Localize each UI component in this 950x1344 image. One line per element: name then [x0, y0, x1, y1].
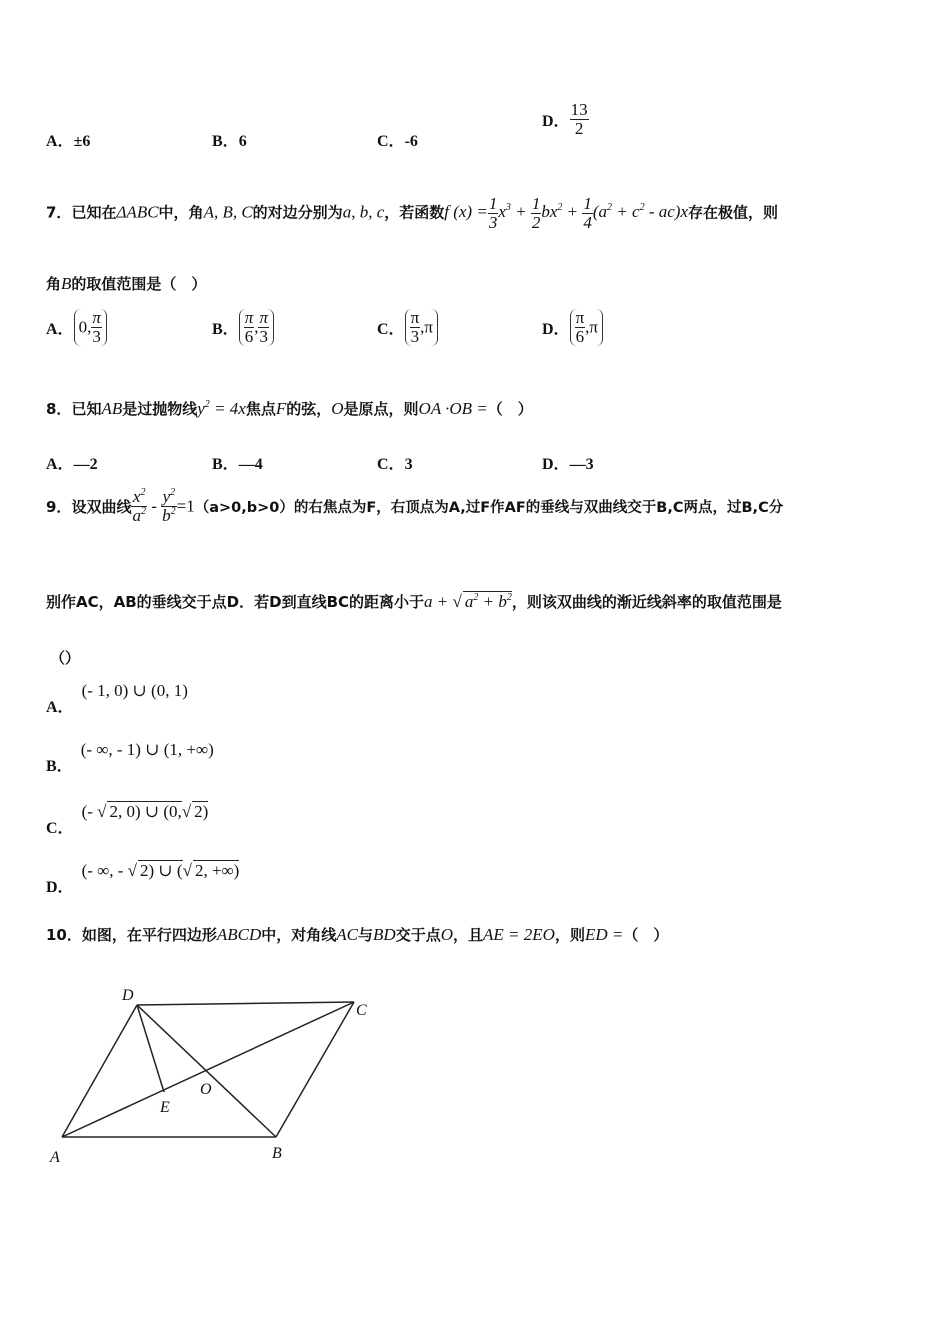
- label-d: D: [122, 987, 134, 1004]
- option-value: -6: [404, 133, 418, 150]
- diagonal-ac: [62, 1002, 354, 1137]
- label-e: E: [160, 1099, 170, 1116]
- question-7-line2: 角B的取值范围是（ ）: [46, 274, 207, 293]
- q8-option-a: A．—2: [46, 456, 98, 473]
- q9-option-c: C．(- √ 2, 0) ∪ (0,√ 2): [46, 802, 209, 837]
- q7-option-b: B． $\frac{\pi}{6}$ , $\frac{\pi}{3}$: [212, 309, 274, 346]
- q7-option-c: C． $\frac{\pi}{3}$ ,π: [377, 309, 438, 346]
- option-value: 6: [238, 133, 247, 150]
- fraction: $\frac{13}{2}$: [570, 100, 588, 138]
- label-c: C: [356, 1002, 367, 1019]
- q8-option-c: C．3: [377, 456, 413, 473]
- q8-option-d: D．—3: [542, 456, 594, 473]
- side-bc: [276, 1002, 354, 1137]
- option-value: ±6: [73, 133, 91, 150]
- question-10: 10．如图，在平行四边形ABCD中，对角线AC与BD交于点O，且AE = 2EO，则ED =（ ）: [46, 925, 669, 944]
- q9-option-b: B．(- ∞, - 1) ∪ (1, +∞): [46, 740, 214, 775]
- question-9-line3: （）: [50, 649, 81, 667]
- q9-option-d: D．(- ∞, - √ 2) ∪ (√ 2, +∞): [46, 861, 240, 896]
- side-da: [62, 1005, 137, 1137]
- q8-option-b: B．—4: [212, 456, 263, 473]
- label-o: O: [200, 1081, 212, 1098]
- q6-option-b: [212, 128, 247, 151]
- q7-function: f (x) = $\frac{1}{3}$ $x^3$ + $\frac{1}{2}$ $bx^2$ + $\frac{1}{4}$ $(a^2 + c^2 - ac)x$: [444, 194, 688, 232]
- option-label: B．: [212, 133, 239, 150]
- parallelogram-figure: [40, 980, 390, 1175]
- q6-option-a: [46, 128, 90, 151]
- label-b: B: [272, 1145, 282, 1162]
- option-label: D．: [542, 112, 570, 130]
- question-9-line2: 别作AC，AB的垂线交于点D．若D到直线BC的距离小于a + √ $a^2 + b^2$，则该双曲线的渐近线斜率的取值范围是: [46, 592, 782, 611]
- q7-option-d: D． $\frac{\pi}{6}$ ,π: [542, 309, 603, 346]
- option-label: A．: [46, 133, 74, 150]
- q7-option-a: A． 0, $\frac{\pi}{3}$: [46, 309, 107, 346]
- question-9-line1: 9．设双曲线 $\frac{x^2}{a^2}$ - $\frac{y^2}{b^2}$ =1（a>0,b>0）的右焦点为F，右顶点为A,过F作AF的垂线与双曲线交于B,C两点，过B,C分: [46, 487, 784, 525]
- q6-option-c: [377, 128, 418, 151]
- q9-option-a: A．(- 1, 0) ∪ (0, 1): [46, 681, 188, 716]
- side-cd: [137, 1002, 354, 1005]
- label-a: A: [50, 1149, 60, 1166]
- question-8: 8．已知AB是过抛物线$y^2 = 4x$焦点F的弦，O是原点，则OA ·OB =（ ）: [46, 399, 533, 418]
- option-label: C．: [377, 133, 405, 150]
- q6-option-d: [542, 101, 589, 138]
- question-7-line1: 7．已知在ΔABC中，角A, B, C的对边分别为a, b, c，若函数f (x) = $\frac{1}{3}$ $x^3$ + $\frac{1}{2}$ $bx^2$ + $\frac{1}{4}$ $(a^2 + c^2 - ac)x$存在极值，则: [46, 194, 779, 232]
